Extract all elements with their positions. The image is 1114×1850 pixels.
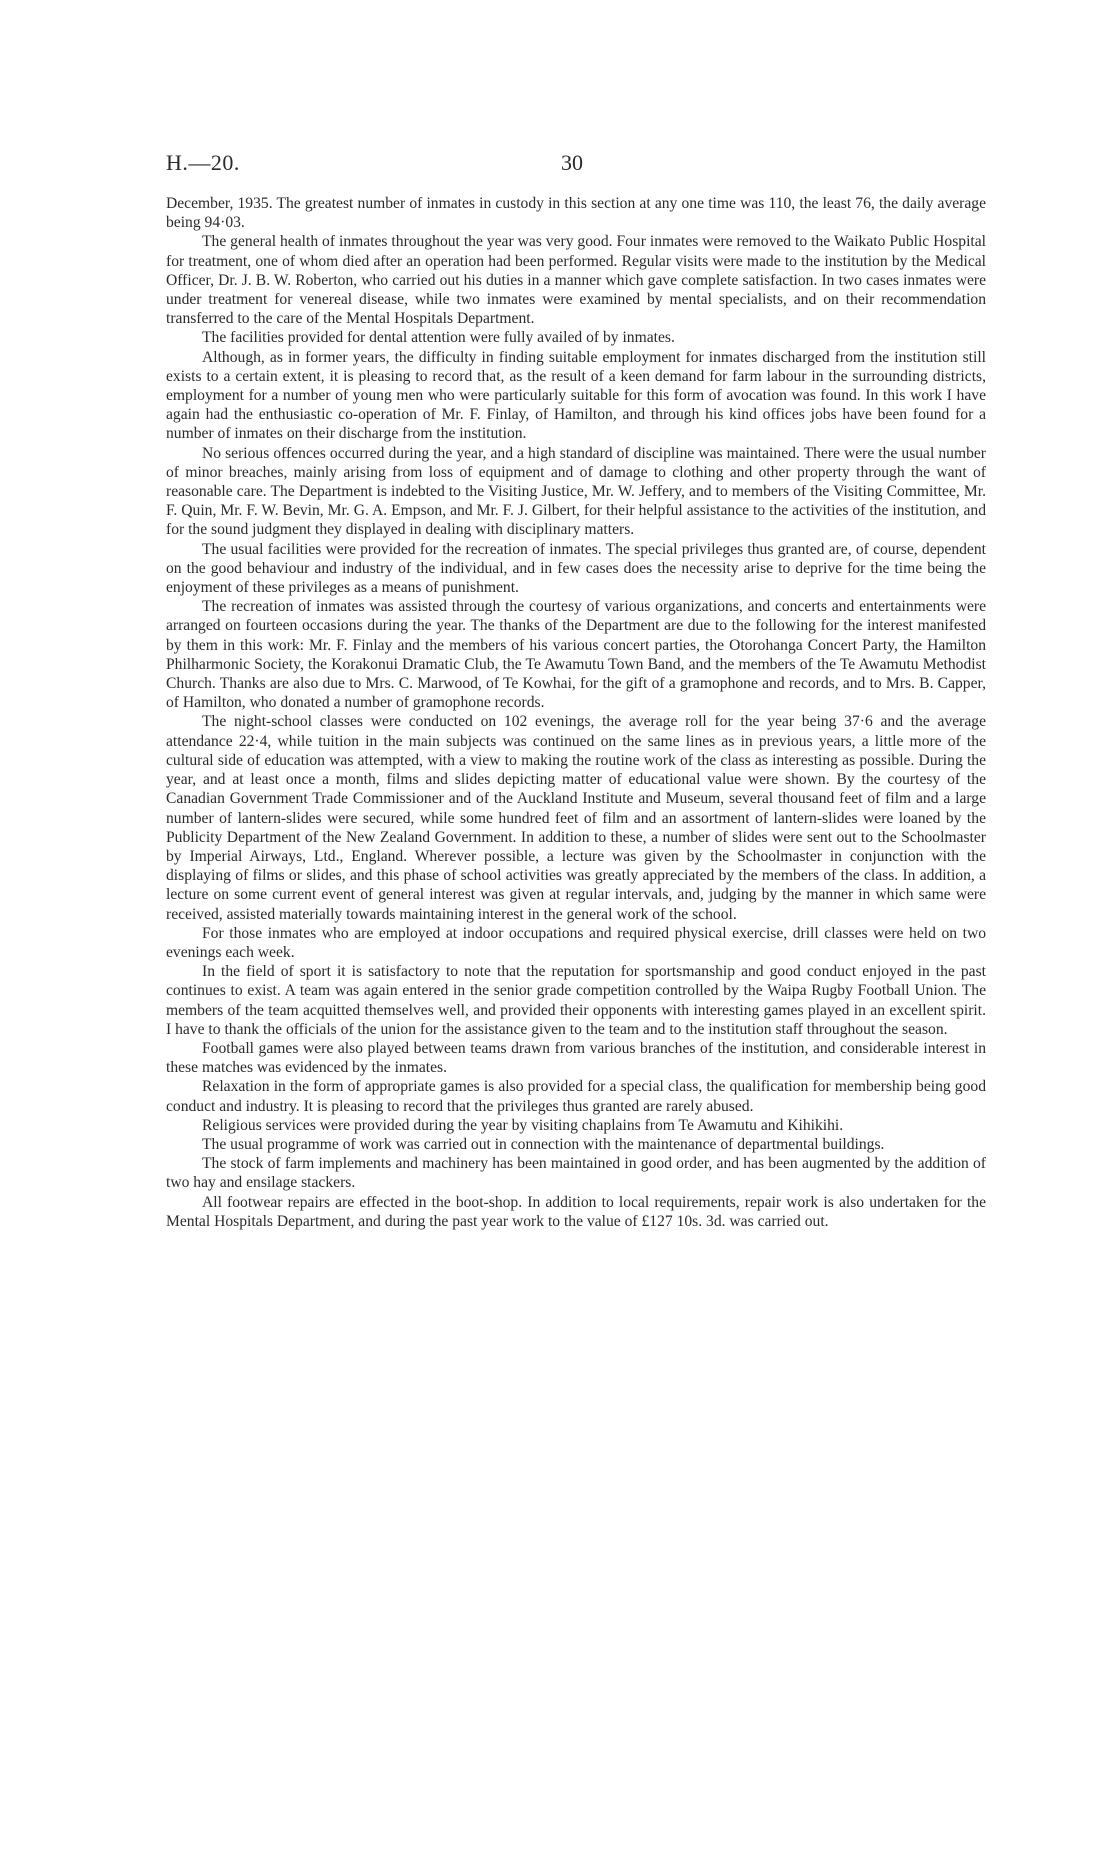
paragraph-recreation-privileges: The usual facilities were provided for the recreation of inmates. The special privileges thus granted are, of course, dependent on the good behaviour and industry of the individual, and in few cases does the necessity arise to deprive for the time being the enjoyment of these privileges as a means of punishment. (166, 540, 986, 597)
paragraph-football: Football games were also played between teams drawn from various branches of the institution, and considerable interest in these matches was evidenced by the inmates. (166, 1039, 986, 1077)
paragraph-games: Relaxation in the form of appropriate games is also provided for a special class, the qualification for membership being good conduct and industry. It is pleasing to record that the privileges thus granted are rarely abused. (166, 1078, 986, 1115)
paragraph-inmate-numbers: December, 1935. The greatest number of inmates in custody in this section at any one time was 110, the least 76, the daily average being 94·03. (166, 195, 986, 232)
paragraph-entertainments: The recreation of inmates was assisted through the courtesy of various organizations, and concerts and entertainments were arranged on fourteen occasions during the year. The thanks of the Department are due to the following for the interest manifested by them in this work: Mr. F. Finlay and the members of his various concert parties, the Otorohanga Concert Party, the Hamilton Philharmonic Society, the Korakonui Dramatic Club, the Te Awamutu Town Band, and the members of the Te Awamutu Methodist Church. Thanks are also due to Mrs. C. Marwood, of Te Kowhai, for the gift of a gramophone and records, and to Mrs. B. Capper, of Hamilton, who donated a number of gramophone records. (166, 598, 986, 712)
paragraph-sport: In the field of sport it is satisfactory to note that the reputation for sportsmanship and good conduct enjoyed in the past continues to exist. A team was again entered in the senior grade competition controlled by the Waipa Rugby Football Union. The members of the team acquitted themselves well, and provided their opponents with interesting games played in an excellent spirit. I have to thank the officials of the union for the assistance given to the team and to the institution staff throughout the season. (166, 963, 986, 1038)
paragraph-religious-services: Religious services were provided during the year by visiting chaplains from Te Awamutu and Kihikihi. (202, 1116, 844, 1134)
paragraph-health: The general health of inmates throughout the year was very good. Four inmates were removed to the Waikato Public Hospital for treatment, one of whom died after an operation had been performed. Regular visits were made to the institution by the Medical Officer, Dr. J. B. W. Roberton, who carried out his duties in a manner which gave complete satisfaction. In two cases inmates were under treatment for venereal disease, while two inmates were examined by mental specialists, and on their recommendation transferred to the care of the Mental Hospitals Department. (166, 233, 986, 328)
paragraph-dental: The facilities provided for dental attention were fully availed of by inmates. (202, 329, 675, 347)
page-number: 30 (561, 150, 583, 175)
paragraph-boot-shop: All footwear repairs are effected in the boot-shop. In addition to local requirements, repair work is also undertaken for the Mental Hospitals Department, and during the past year work to the value of £127 10s. 3d. was carried out. (166, 1193, 986, 1230)
paragraph-drill-classes: For those inmates who are employed at indoor occupations and required physical exercise, drill classes were held on two evenings each week. (166, 924, 986, 961)
paragraph-farm-implements: The stock of farm implements and machinery has been maintained in good order, and has been augmented by the addition of two hay and ensilage stackers. (166, 1155, 986, 1192)
document-body (166, 194, 986, 1231)
paragraph-discipline: No serious offences occurred during the year, and a high standard of discipline was maintained. There were the usual number of minor breaches, mainly arising from loss of equipment and of damage to clothing and other property through the want of reasonable care. The Department is indebted to the Visiting Justice, Mr. W. Jeffery, and to members of the Visiting Committee, Mr. F. Quin, Mr. F. W. Bevin, Mr. G. A. Empson, and Mr. F. J. Gilbert, for their helpful assistance to the activities of the institution, and for the sound judgment they displayed in dealing with disciplinary matters. (166, 444, 986, 539)
paragraph-night-school: The night-school classes were conducted on 102 evenings, the average roll for the year being 37·6 and the average attendance 22·4, while tuition in the main subjects was continued on the same lines as in previous years, a little more of the cultural side of education was attempted, with a view to making the routine work of the class as interesting as possible. During the year, and at least once a month, films and slides depicting matter of educational value were shown. By the courtesy of the Canadian Government Trade Commissioner and of the Auckland Institute and Museum, several thousand feet of film and a large number of lantern-slides were secured, while some hundred feet of film and an assortment of lantern-slides were loaned by the Publicity Department of the New Zealand Government. In addition to these, a number of slides were sent out to the Schoolmaster by Imperial Airways, Ltd., England. Wherever possible, a lecture was given by the Schoolmaster in conjunction with the displaying of films or slides, and this phase of school activities was greatly appreciated by the members of the class. In addition, a lecture on some current event of general interest was given at regular intervals, and, judging by the manner in which same were received, assisted materially towards maintaining interest in the general work of the school. (166, 713, 986, 923)
page-header (166, 150, 986, 180)
paragraph-building-maintenance: The usual programme of work was carried out in connection with the maintenance of departmental buildings. (202, 1135, 885, 1153)
page-reference: H.—20. (166, 150, 240, 175)
paragraph-employment: Although, as in former years, the difficulty in finding suitable employment for inmates discharged from the institution still exists to a certain extent, it is pleasing to record that, as the result of a keen demand for farm labour in the surrounding districts, employment for a number of young men who were particularly suitable for this form of avocation was found. In this work I have again had the enthusiastic co-operation of Mr. F. Finlay, of Hamilton, and through his kind offices jobs have been found for a number of inmates on their discharge from the institution. (166, 348, 986, 443)
